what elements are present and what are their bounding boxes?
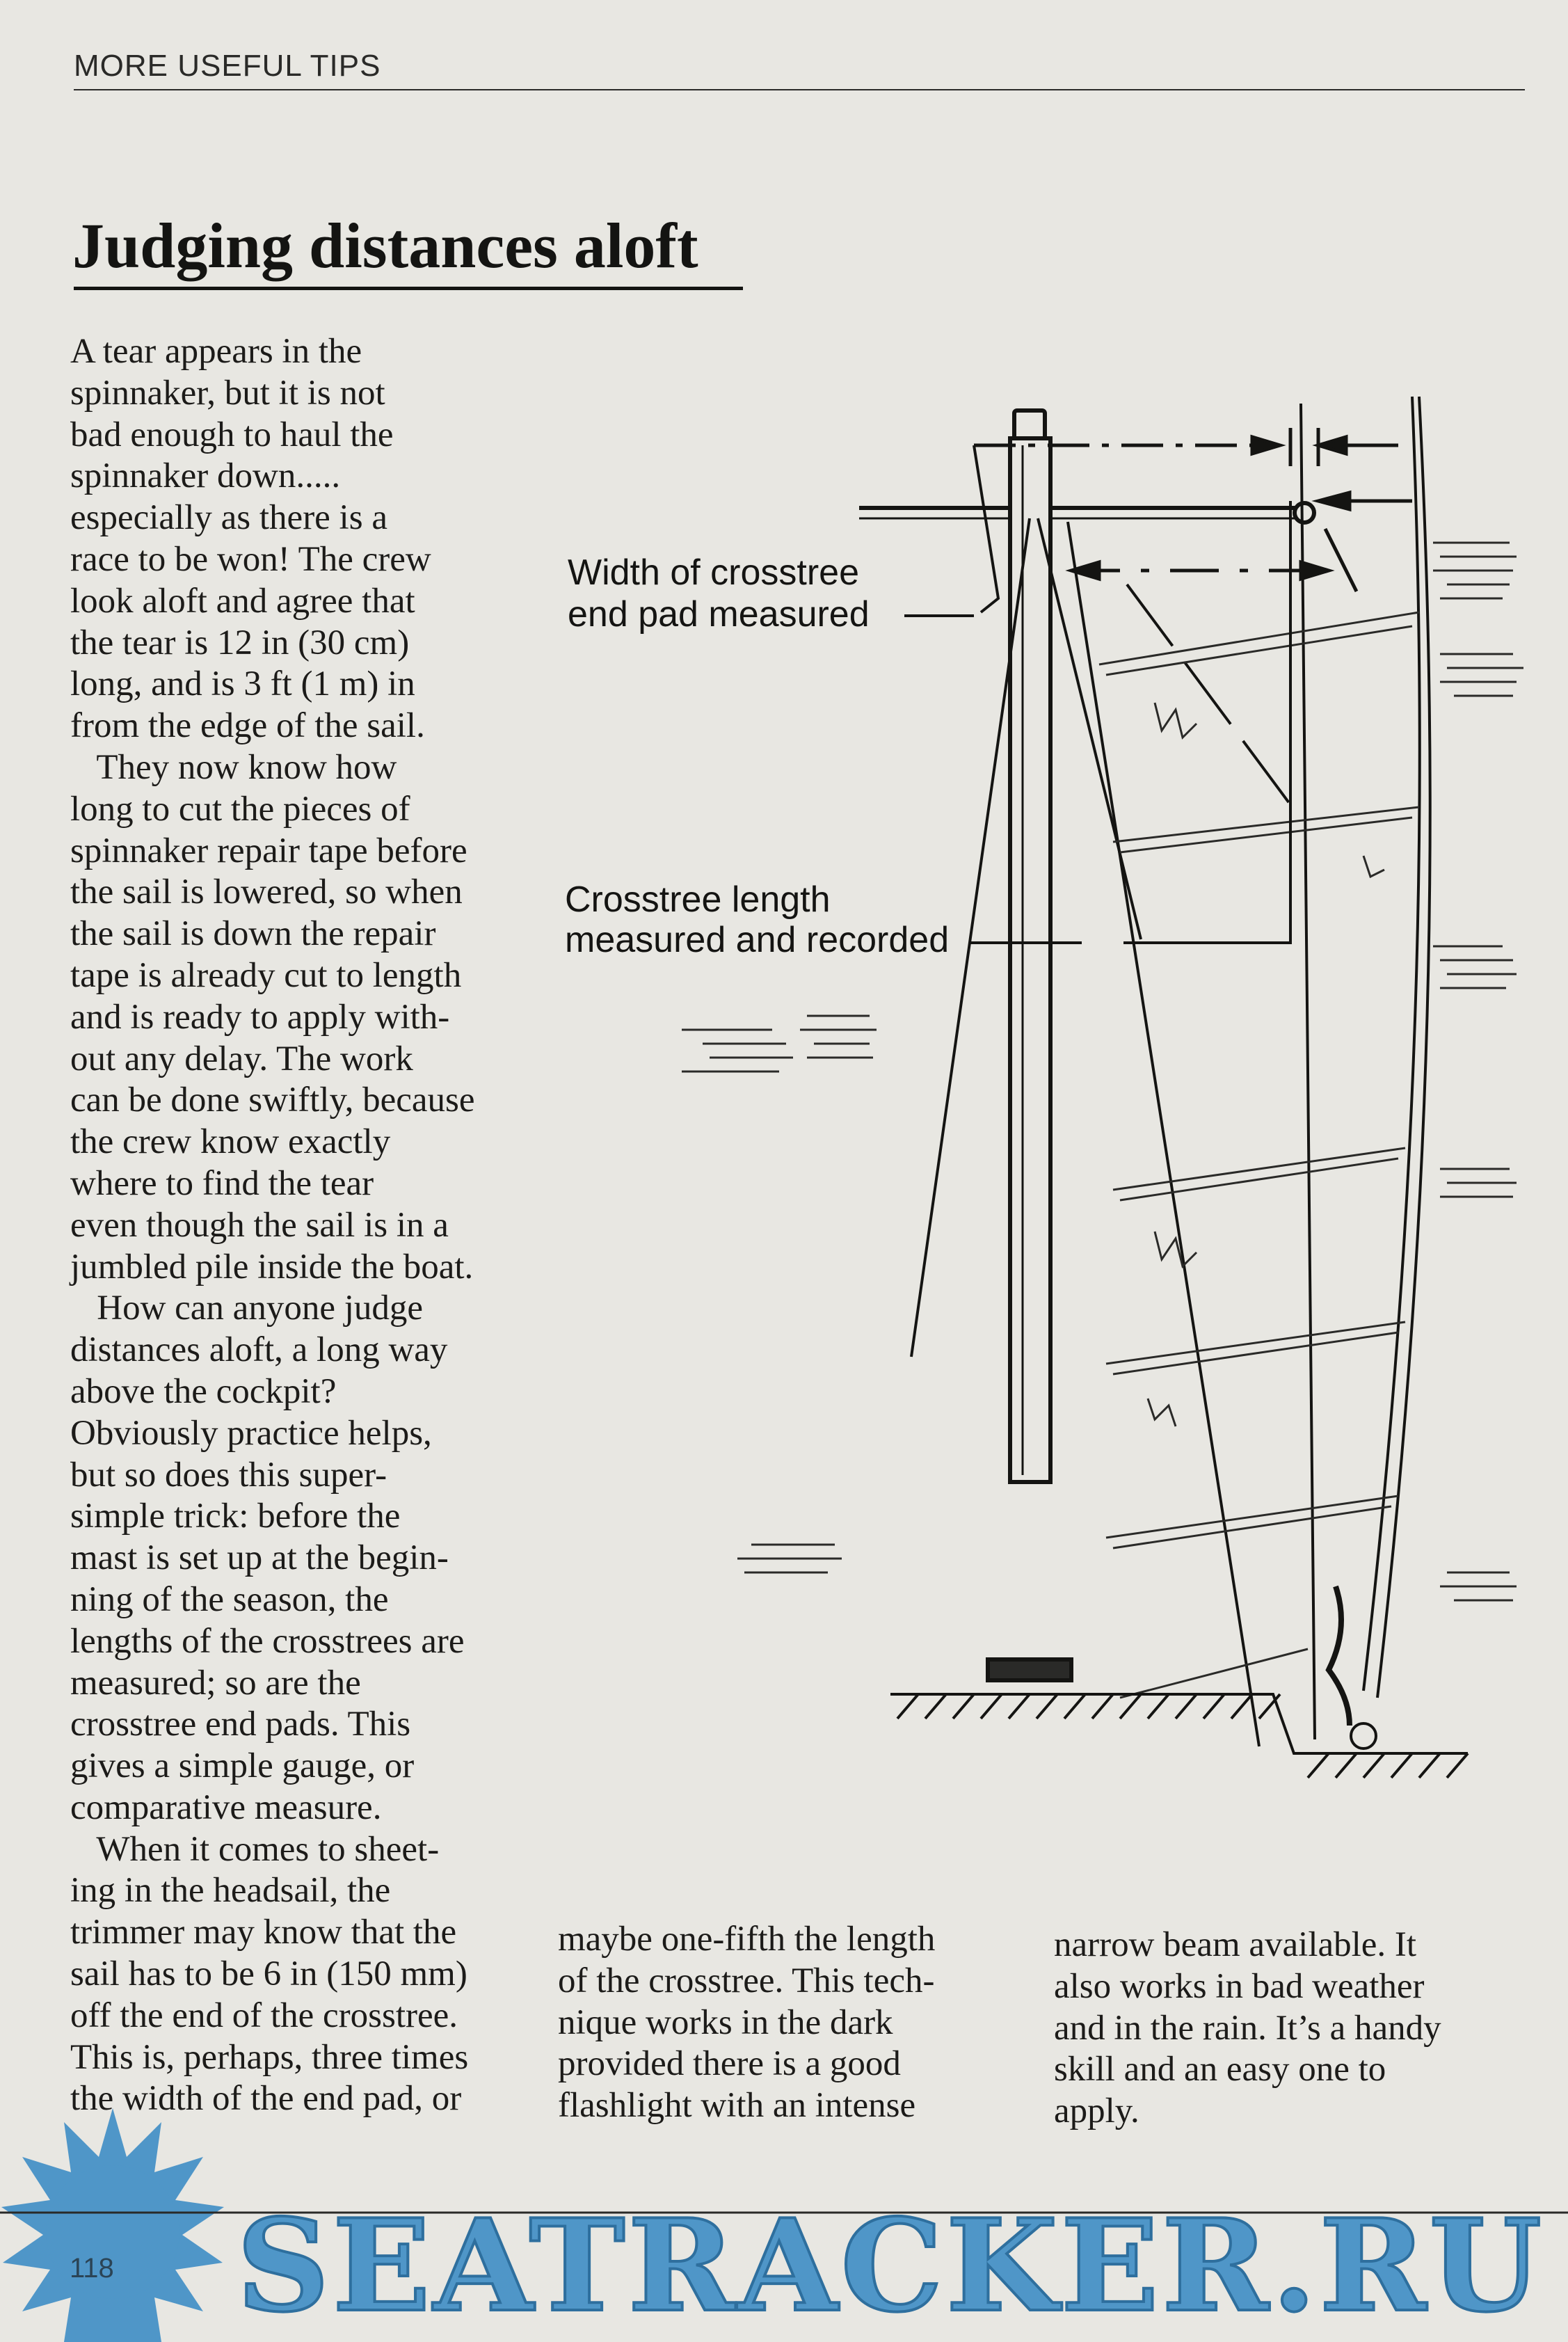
- shrouds-and-stays: [911, 397, 1430, 1746]
- mast-crosstree-illustration: [543, 390, 1530, 1781]
- section-header: MORE USEFUL TIPS: [74, 49, 381, 83]
- label-crosstree-line1: Crosstree length: [565, 879, 831, 920]
- article-column-1: A tear appears in the spinnaker, but it is not bad enough to haul the spinnaker down..... especially as there is a race to be won! The crew look aloft and agree that the tear is 12 in (30 cm) long, and is 3 ft (1 m) in from the edge of the sail. They now know how long to cut the pieces of spinnaker repair tape before the sail is lowered, so when the sail is down the repair tape is already cut to length and is ready to apply with- out any delay. The work can be done swiftly, because the crew know exactly where to find the tear even though the sail is in a jumbled pile inside the boat. How can anyone judge distances aloft, a long way above the cockpit? Obviously practice helps, but so does this super- simple trick: before the mast is set up at the begin- ning of the season, the lengths of the crosstrees are measured; so are the crosstree end pads. This gives a simple gauge, or comparative measure. When it comes to sheet- ing in the headsail, the trimmer may know that the sail has to be 6 in (150 mm) off the end of the crosstree. This is, perhaps, three times the width of the end pad, or: [70, 332, 475, 2119]
- watermark-text: SEATRACKER.RU: [237, 2191, 1544, 2340]
- label-end-pad-line2: end pad measured: [568, 594, 870, 635]
- article-title: Judging distances aloft: [72, 210, 698, 281]
- header-rule: [74, 89, 1525, 90]
- label-crosstree-line2: measured and recorded: [565, 920, 950, 960]
- wind-hatching: [682, 543, 1523, 1600]
- seatracker-watermark: [0, 2108, 1568, 2342]
- article-column-2: maybe one-fifth the length of the crosstree. This tech- nique works in the dark provided there is a good flashlight with an intense: [558, 1920, 936, 2126]
- sail-seams: [1099, 612, 1419, 1698]
- title-underline: [74, 287, 743, 290]
- crosstree: [859, 503, 1314, 523]
- label-end-pad-line1: Width of crosstree: [568, 552, 860, 593]
- article-column-3: narrow beam available. It also works in bad weather and in the rain. It’s a handy skill and an easy one to apply.: [1054, 1925, 1441, 2131]
- sun-logo-icon: [1, 2108, 224, 2342]
- page-number: 118: [70, 2253, 114, 2284]
